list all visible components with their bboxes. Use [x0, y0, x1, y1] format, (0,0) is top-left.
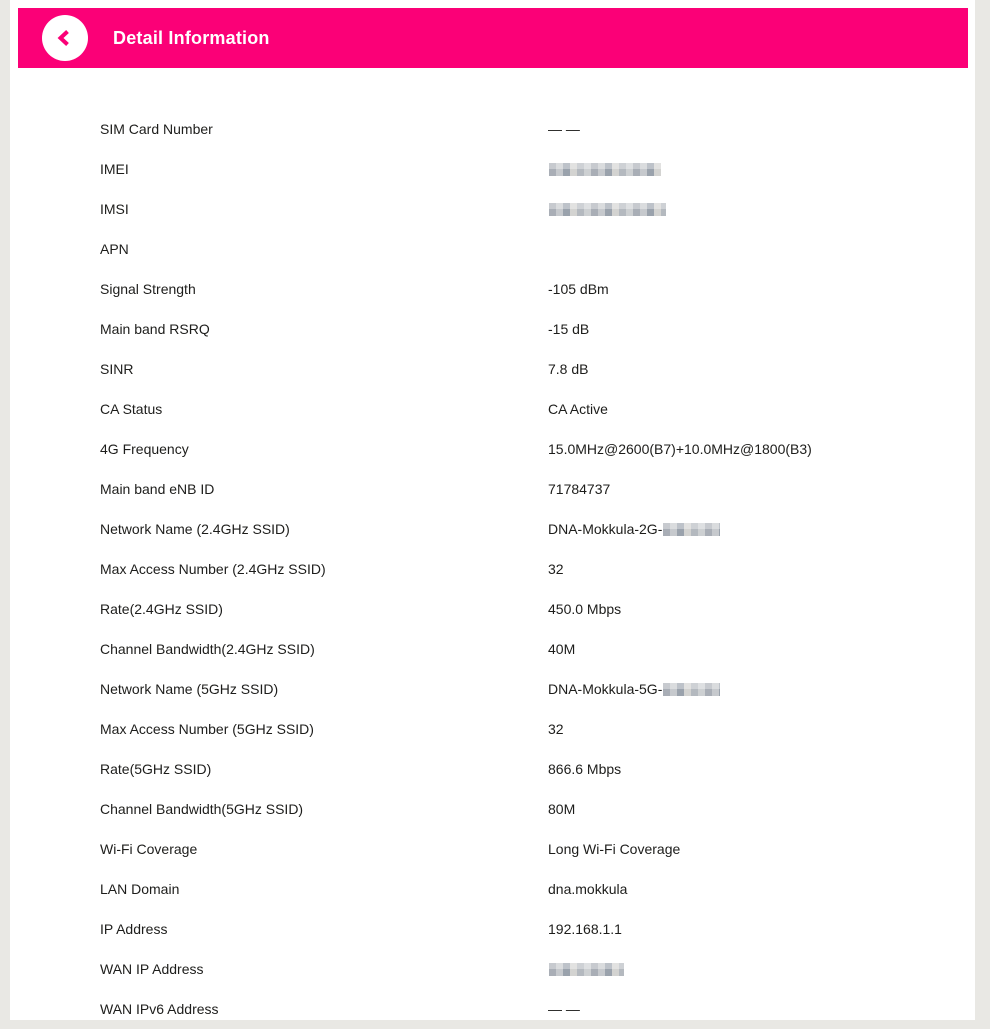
detail-value: 192.168.1.1: [548, 921, 622, 937]
detail-label: IMSI: [100, 201, 129, 217]
detail-value: — —: [548, 1001, 580, 1017]
detail-value: 80M: [548, 801, 576, 817]
detail-value: [548, 961, 624, 977]
detail-value: DNA-Mokkula-5G-: [548, 681, 720, 697]
detail-label: Rate(5GHz SSID): [100, 761, 212, 777]
detail-value: 450.0 Mbps: [548, 601, 622, 617]
detail-row: [10, 469, 975, 509]
detail-label: SIM Card Number: [100, 121, 213, 137]
detail-row: [10, 749, 975, 789]
detail-label: Wi-Fi Coverage: [100, 841, 198, 857]
detail-row: [10, 429, 975, 469]
detail-row: [10, 189, 975, 229]
detail-value: — —: [548, 121, 580, 137]
detail-label: Main band RSRQ: [100, 321, 210, 337]
detail-label: Network Name (5GHz SSID): [100, 681, 279, 697]
detail-row: [10, 149, 975, 189]
detail-value: 7.8 dB: [548, 361, 589, 377]
detail-value: dna.mokkula: [548, 881, 628, 897]
detail-row: [10, 709, 975, 749]
detail-value: CA Active: [548, 401, 608, 417]
redacted-value: [663, 523, 720, 536]
detail-row: [10, 589, 975, 629]
detail-value: [548, 161, 661, 177]
redacted-value: [549, 203, 666, 216]
detail-row: [10, 949, 975, 989]
detail-row: [10, 789, 975, 829]
detail-value: 32: [548, 561, 564, 577]
detail-row: [10, 669, 975, 709]
detail-value: Long Wi-Fi Coverage: [548, 841, 681, 857]
detail-row: [10, 509, 975, 549]
detail-label: IMEI: [100, 161, 129, 177]
detail-row: [10, 229, 975, 269]
detail-value: 40M: [548, 641, 576, 657]
detail-value: -15 dB: [548, 321, 590, 337]
detail-label: Main band eNB ID: [100, 481, 215, 497]
detail-row: [10, 549, 975, 589]
detail-label: SINR: [100, 361, 134, 377]
detail-row: [10, 309, 975, 349]
detail-row: [10, 629, 975, 669]
detail-value: 71784737: [548, 481, 611, 497]
detail-label: Max Access Number (5GHz SSID): [100, 721, 314, 737]
detail-value: [548, 201, 666, 217]
detail-value: DNA-Mokkula-2G-: [548, 521, 720, 537]
detail-label: IP Address: [100, 921, 168, 937]
detail-label: Signal Strength: [100, 281, 196, 297]
redacted-value: [549, 163, 661, 176]
detail-label: Channel Bandwidth(5GHz SSID): [100, 801, 304, 817]
detail-value: 32: [548, 721, 564, 737]
back-button[interactable]: [42, 15, 88, 61]
page-header: [18, 8, 968, 68]
detail-label: 4G Frequency: [100, 441, 189, 457]
detail-label: LAN Domain: [100, 881, 180, 897]
detail-row: [10, 869, 975, 909]
detail-label: APN: [100, 241, 129, 257]
detail-row: [10, 349, 975, 389]
detail-label: CA Status: [100, 401, 163, 417]
detail-value: -105 dBm: [548, 281, 609, 297]
detail-label: Rate(2.4GHz SSID): [100, 601, 223, 617]
page-title: Detail Information: [113, 27, 270, 48]
redacted-value: [549, 963, 624, 976]
detail-row: [10, 109, 975, 149]
detail-row: [10, 269, 975, 309]
detail-label: Max Access Number (2.4GHz SSID): [100, 561, 326, 577]
detail-label: Network Name (2.4GHz SSID): [100, 521, 290, 537]
detail-row: [10, 909, 975, 949]
chevron-left-icon: [54, 27, 76, 49]
detail-label: WAN IPv6 Address: [100, 1001, 219, 1017]
detail-information-page: [10, 0, 975, 1020]
detail-value: 15.0MHz@2600(B7)+10.0MHz@1800(B3): [548, 441, 812, 457]
detail-label: Channel Bandwidth(2.4GHz SSID): [100, 641, 315, 657]
detail-row: [10, 389, 975, 429]
detail-label: WAN IP Address: [100, 961, 204, 977]
detail-value: 866.6 Mbps: [548, 761, 622, 777]
detail-list: [10, 109, 975, 1029]
detail-row: [10, 989, 975, 1029]
redacted-value: [663, 683, 720, 696]
detail-row: [10, 829, 975, 869]
